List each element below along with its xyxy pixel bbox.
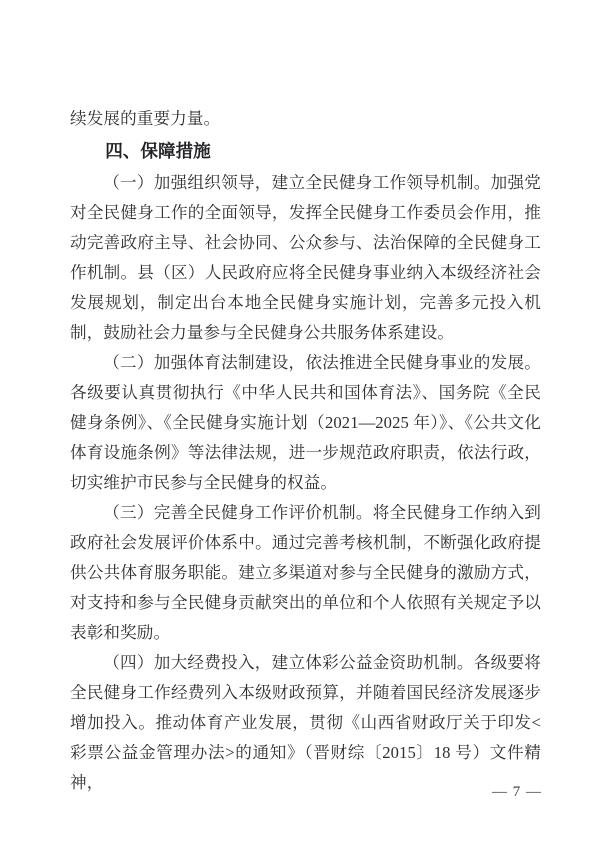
paragraph-item-3: （三）完善全民健身工作评价机制。将全民健身工作纳入到政府社会发展评价体系中。通过完善考核机制，不断强化政府提供公共体育服务职能。建立多渠道对参与全民健身的激励方式，对支持和参与全民健身贡献突出的单位和个人依照有关规定予以表彰和奖励。 — [70, 503, 541, 642]
paragraph-continuation: 续发展的重要力量。 — [70, 109, 221, 128]
document-body — [70, 104, 541, 798]
section-heading: 四、保障措施 — [105, 141, 211, 161]
paragraph-item-1: （一）加强组织领导，建立全民健身工作领导机制。加强党对全民健身工作的全面领导，发挥全民健身工作委员会作用，推动完善政府主导、社会协同、公众参与、法治保障的全民健身工作机制。县（区）人民政府应将全民健身事业纳入本级经济社会发展规划，制定出台本地全民健身实施计划，完善多元投入机制，鼓励社会力量参与全民健身公共服务体系建设。 — [70, 173, 541, 342]
paragraph-item-2: （二）加强体育法制建设，依法推进全民健身事业的发展。各级要认真贯彻执行《中华人民共和国体育法》、国务院《全民健身条例》、《全民健身实施计划（2021—2025 年）》、《公共文化体育设施条例》等法律法规，进一步规范政府职责，依法行政，切实维护市民参与全民健身的权益。 — [70, 353, 541, 492]
paragraph-item-4: （四）加大经费投入，建立体彩公益金资助机制。各级要将全民健身工作经费列入本级财政预算，并随着国民经济发展逐步增加投入。推动体育产业发展，贯彻《山西省财政厅关于印发<彩票公益金管理办法>的通知》（晋财综〔2015〕18 号）文件精神， — [70, 653, 541, 792]
page-number: — 7 — — [492, 784, 542, 800]
